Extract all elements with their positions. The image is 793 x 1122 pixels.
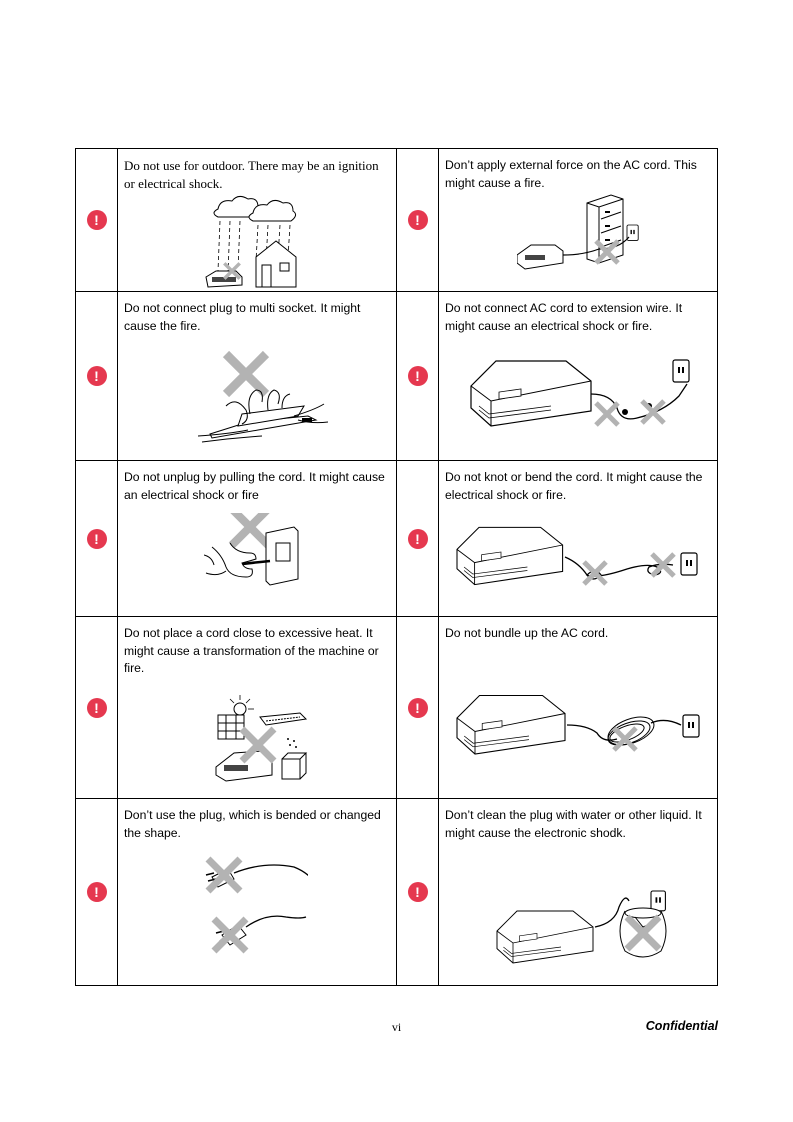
warning-icon: ! (408, 698, 428, 718)
warning-cell-excessive-heat (118, 617, 397, 799)
warning-icon: ! (87, 698, 107, 718)
warning-icon-cell (76, 461, 118, 617)
warning-icon-cell (76, 292, 118, 461)
warning-cell-unplug-cord (118, 461, 397, 617)
warning-cell-extension-wire (439, 292, 718, 461)
warning-icon-cell (397, 617, 439, 799)
warning-icon: ! (408, 366, 428, 386)
wet-plug-illustration (493, 885, 683, 965)
warning-text: Do not use for outdoor. There may be an ignition or electrical shock. (124, 158, 379, 191)
warning-icon-cell (397, 799, 439, 986)
warning-text: Do not connect AC cord to extension wire. It might cause an electrical shock or fire. (445, 301, 683, 333)
warning-icon-cell (76, 149, 118, 292)
warning-text: Don’t apply external force on the AC cord. This might cause a fire. (445, 158, 697, 190)
warning-icon-cell (397, 461, 439, 617)
warning-cell-outdoor (118, 149, 397, 292)
warning-text: Don’t use the plug, which is bended or changed the shape. (124, 808, 381, 840)
warning-icon: ! (408, 210, 428, 230)
warning-icon-cell (76, 617, 118, 799)
heat-source-illustration (212, 693, 312, 793)
bundled-cord-illustration (455, 689, 705, 769)
warning-cell-clean-plug (439, 799, 718, 986)
warning-cell-multi-socket (118, 292, 397, 461)
warning-cell-bent-plug (118, 799, 397, 986)
outdoor-rain-illustration (198, 191, 318, 289)
cabinet-on-cord-illustration (517, 189, 647, 279)
warning-cell-knot-cord (439, 461, 718, 617)
warning-text: Do not bundle up the AC cord. (445, 626, 609, 640)
bent-plug-illustration (198, 847, 308, 959)
warning-text: Do not knot or bend the cord. It might cause the electrical shock or fire. (445, 470, 703, 502)
warning-text: Don’t clean the plug with water or other liquid. It might cause the electronic shodk. (445, 808, 702, 840)
extension-wire-illustration (465, 354, 695, 449)
pulling-cord-illustration (204, 513, 314, 593)
warning-table (75, 148, 718, 986)
warning-icon: ! (87, 366, 107, 386)
warning-icon: ! (408, 882, 428, 902)
confidential-label: Confidential (645, 1019, 718, 1033)
warning-cell-bundle-cord (439, 617, 718, 799)
warning-icon-cell (76, 799, 118, 986)
warning-text: Do not connect plug to multi socket. It might cause the fire. (124, 301, 361, 333)
warning-text: Do not unplug by pulling the cord. It might cause an electrical shock or fire (124, 470, 385, 502)
warning-icon: ! (87, 529, 107, 549)
warning-icon: ! (87, 882, 107, 902)
warning-icon-cell (397, 292, 439, 461)
warning-text: Do not place a cord close to excessive heat. It might cause a transformation of the machine or fire. (124, 626, 379, 675)
warning-icon-cell (397, 149, 439, 292)
warning-cell-external-force (439, 149, 718, 292)
page-number: vi (391, 1020, 402, 1034)
warning-icon: ! (408, 529, 428, 549)
warning-icon: ! (87, 210, 107, 230)
knotted-cord-illustration (455, 519, 705, 599)
multi-socket-illustration (198, 346, 328, 446)
